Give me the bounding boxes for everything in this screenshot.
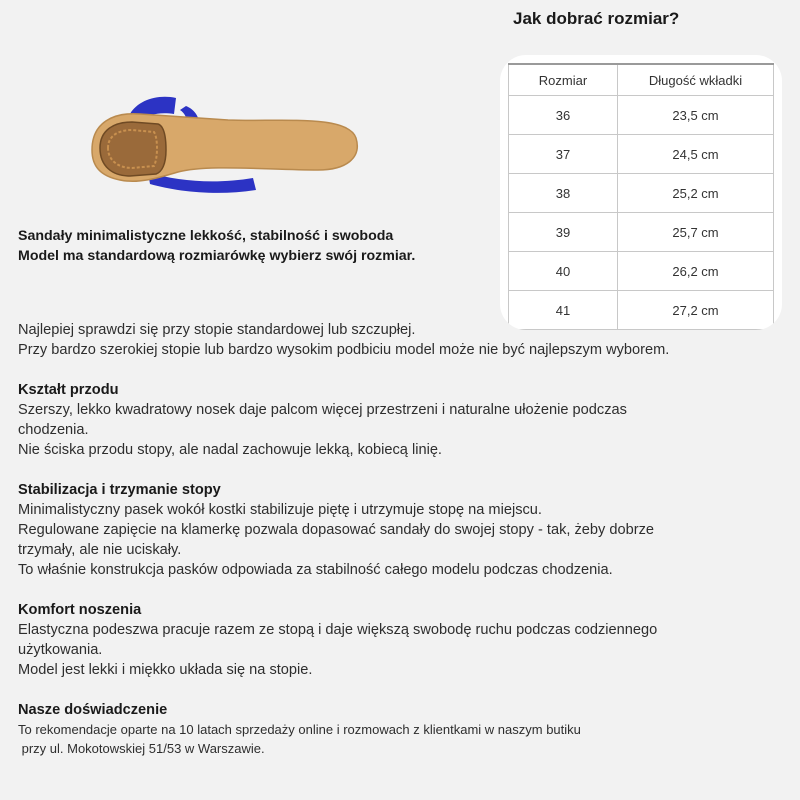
column-header-insole-length: Długość wkładki [618,64,774,96]
section-line: Szerszy, lekko kwadratowy nosek daje palcom więcej przestrzeni i naturalne ułożenie podczas [18,402,627,418]
section-line: Model jest lekki i miękko układa się na stopie. [18,662,313,678]
intro-line: Przy bardzo szerokiej stopie lub bardzo wysokim podbiciu model może nie być najlepszym wyborem. [18,342,670,358]
product-description [18,320,788,758]
size-chart-title: Jak dobrać rozmiar? [513,9,680,28]
section-line: trzymały, ale nie uciskały. [18,542,182,558]
section-line: To właśnie konstrukcja pasków odpowiada za stabilność całego modelu podczas chodzenia. [18,562,613,578]
size-chart-table [508,63,774,330]
section-line: chodzenia. [18,422,89,438]
section-heading-front-shape: Kształt przodu [18,382,119,398]
headline-line-2: Model ma standardową rozmiarówkę wybierz swój rozmiar. [18,248,416,264]
table-row [509,96,774,135]
table-row [509,252,774,291]
section-heading-experience: Nasze doświadczenie [18,702,168,718]
size-cell: 36 [509,96,618,135]
length-cell: 27,2 cm [618,291,774,330]
headline-line-1: Sandały minimalistyczne lekkość, stabilność i swoboda [18,228,394,244]
size-cell: 40 [509,252,618,291]
size-chart-header-row [509,64,774,96]
size-cell: 38 [509,174,618,213]
length-cell: 23,5 cm [618,96,774,135]
size-cell: 41 [509,291,618,330]
size-chart-card [500,55,782,330]
section-line: Minimalistyczny pasek wokół kostki stabilizuje piętę i utrzymuje stopę na miejscu. [18,502,542,518]
size-cell: 37 [509,135,618,174]
section-line: przy ul. Mokotowskiej 51/53 w Warszawie. [18,741,265,756]
sandal-sole-image [78,92,368,202]
column-header-size: Rozmiar [509,64,618,96]
size-cell: 39 [509,213,618,252]
section-line: To rekomendacje oparte na 10 latach sprzedaży online i rozmowach z klientkami w naszym butiku [18,722,581,737]
length-cell: 25,7 cm [618,213,774,252]
section-line: Regulowane zapięcie na klamerkę pozwala dopasować sandały do swojej stopy - tak, żeby dobrze [18,522,654,538]
section-line: użytkowania. [18,642,103,658]
section-heading-comfort: Komfort noszenia [18,602,142,618]
length-cell: 24,5 cm [618,135,774,174]
length-cell: 25,2 cm [618,174,774,213]
table-row [509,213,774,252]
section-heading-stabilization: Stabilizacja i trzymanie stopy [18,482,221,498]
section-line: Elastyczna podeszwa pracuje razem ze stopą i daje większą swobodę ruchu podczas codziennego [18,622,658,638]
section-line: Nie ściska przodu stopy, ale nadal zachowuje lekką, kobiecą linię. [18,442,442,458]
product-headline [18,226,488,266]
length-cell: 26,2 cm [618,252,774,291]
table-row [509,174,774,213]
table-row [509,135,774,174]
intro-line: Najlepiej sprawdzi się przy stopie standardowej lub szczupłej. [18,322,416,338]
